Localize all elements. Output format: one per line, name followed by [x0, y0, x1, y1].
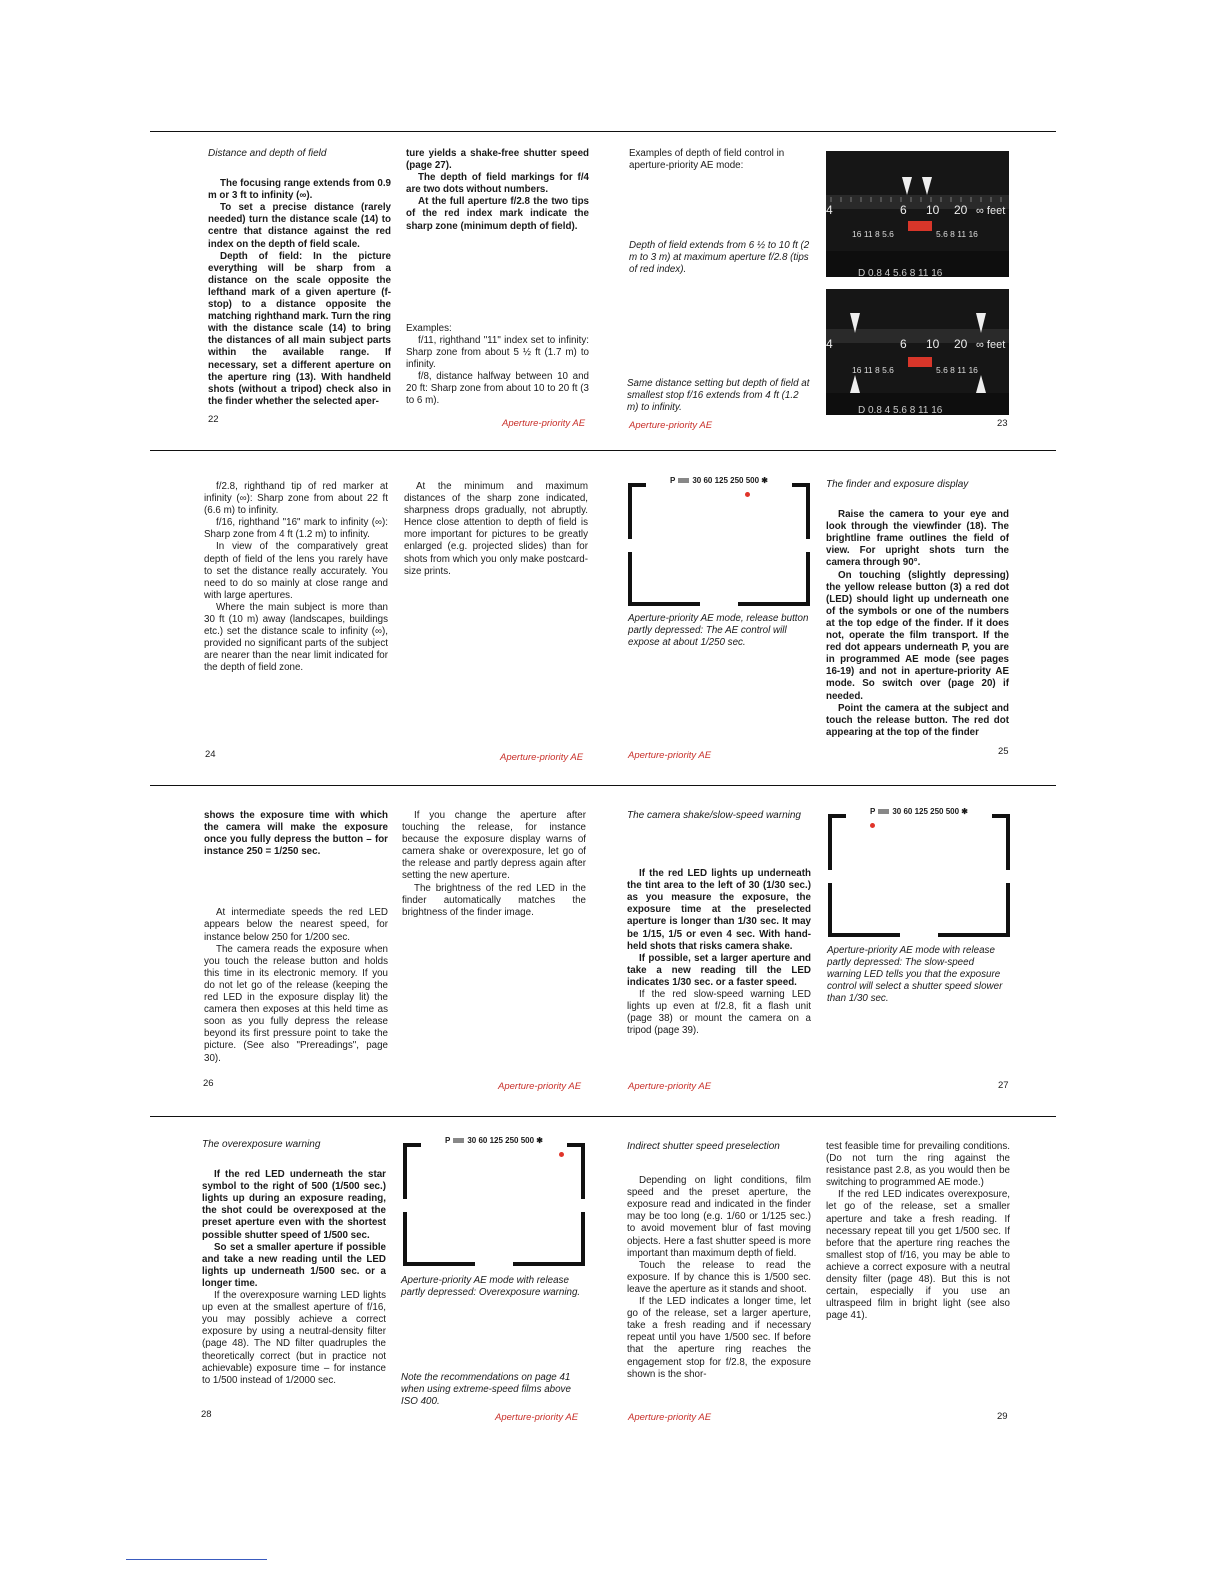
p26-para: At intermediate speeds the red LED appears below the nearest speed, for instance below 250 for 1/200 sec.: [204, 907, 388, 943]
lens-aperture-ring: D 0.8 4 5.6 8 11 16: [858, 405, 943, 415]
p22-para: The depth of field markings for f/4 are two dots without numbers.: [406, 172, 589, 196]
finder-p-symbol: P: [869, 807, 876, 816]
p26-para: If you change the aperture after touching the release, for instance because the exposure display warns of camera shake or overexposure, let go of the release and partly depress again after setting the new aperture.: [402, 810, 586, 882]
page-footer: Aperture-priority AE: [495, 1412, 579, 1423]
p22-example: f/8, distance halfway between 10 and 20 ft: Sharp zone from about 10 to 20 ft (3 to 6 m).: [406, 371, 589, 407]
p25-para: Point the camera at the subject and touch the release button. The red dot appearing at the top of the finder: [826, 702, 1009, 738]
led-indicator: [559, 1152, 564, 1157]
p25-para: On touching (slightly depressing) the yellow release button (3) a red dot (LED) should light up underneath one of the symbols or one of the numbers at the top edge of the finder. If it does not, operate the film transport. If the red dot appears underneath P, you are in programmed AE mode (see pages 16-19) and not in aperture-priority AE mode. So switch over (page 20) if needed.: [826, 569, 1009, 702]
p28-para: If the overexposure warning LED lights up even at the smallest aperture of f/16, you may possibly achieve a correct exposure by using a neutral-density filter (page 48). The ND filter quadruples the theoretically correct (but in practice not achievable) exposure time – for instance to 1/500 instead of 1/2000 sec.: [202, 1290, 386, 1386]
p27-heading: The camera shake/slow-speed warning: [627, 810, 801, 821]
lens-dof-right: 5.6 8 11 16: [936, 229, 978, 239]
page-number: 24: [205, 749, 216, 760]
star-icon: ✱: [961, 807, 968, 816]
page-number: 27: [998, 1080, 1009, 1091]
p25-heading: The finder and exposure display: [826, 479, 969, 490]
p23-intro: Examples of depth of field control in aperture-priority AE mode:: [629, 148, 785, 172]
star-icon: ✱: [536, 1136, 543, 1145]
p27-finder-caption: Aperture-priority AE mode with release partly depressed: The slow-speed warning LED tells you that the exposure control will select a shutter speed slower than 1/30 sec.: [827, 945, 1003, 1005]
p22-para: At the full aperture f/2.8 the two tips of the red index mark indicate the sharp zone (minimum depth of field).: [406, 196, 589, 232]
viewfinder-display-overexposure: [403, 1138, 585, 1266]
p26-para: shows the exposure time with which the camera will make the exposure once you fully depress the button – for instance 250 = 1/250 sec.: [204, 810, 388, 858]
star-icon: ✱: [761, 476, 768, 485]
p23-caption2: Same distance setting but depth of field at smallest stop f/16 extends from 4 ft (1.2 m) to infinity.: [627, 378, 810, 414]
p28-finder-caption: Aperture-priority AE mode with release partly depressed: Overexposure warning.: [401, 1275, 581, 1299]
lens-distances: ∞ feet: [976, 205, 1006, 217]
finder-scale: [628, 476, 810, 485]
p27-para: If the red slow-speed warning LED lights up even at f/2.8, fit a flash unit (page 38) or mount the camera on a tripod (page 39).: [627, 989, 811, 1037]
p22-col2: [406, 148, 589, 407]
p26-col2: [402, 810, 586, 919]
p24-col2: [404, 481, 588, 578]
p28-heading: The overexposure warning: [202, 1139, 321, 1150]
rule-spread4: [150, 1116, 1056, 1117]
lens-aperture-ring: D 0.8 4 5.6 8 11 16: [858, 268, 943, 277]
p22-example: f/11, righthand "11" index set to infinity: Sharp zone from about 5 ½ ft (1.7 m) to infinity.: [406, 334, 589, 370]
page-footer: Aperture-priority AE: [502, 418, 586, 429]
p29-para: Depending on light conditions, film speed and the preset aperture, the exposure read and indicated in the finder may be too long (e.g. 1/60 or 1/125 sec.) to avoid movement blur of fast moving objects. Here a fast shutter speed is more important than maximum depth of field.: [627, 1175, 811, 1259]
page-number: 28: [201, 1409, 212, 1420]
lens-distances: ∞ feet: [976, 339, 1006, 351]
led-indicator: [745, 492, 750, 497]
viewfinder-display-slow-speed: [828, 809, 1010, 937]
finder-tint-area: [878, 809, 889, 814]
p29-col1: [627, 1141, 811, 1381]
lens-distances: 4: [826, 337, 833, 351]
p26-para: The camera reads the exposure when you touch the release button and holds this time in its electronic memory. If you do not let go of the release (keeping the red LED in the exposure display lit) the camera then exposes at this held time as soon as you fully depress the release beyond its first pressure point to take the picture. (See also "Prereadings", page 30).: [204, 943, 388, 1064]
page-number: 29: [997, 1411, 1008, 1422]
viewfinder-display-1-250: [628, 478, 810, 606]
p27-para: If possible, set a larger aperture and take a new reading till the LED indicates 1/30 sec. or a faster speed.: [627, 952, 811, 988]
led-indicator: [870, 823, 875, 828]
p24-para: f/16, righthand "16" mark to infinity (∞): Sharp zone from 4 ft (1.2 m) to infinity.: [204, 517, 388, 541]
finder-p-symbol: P: [669, 476, 676, 485]
page-footer: Aperture-priority AE: [498, 1081, 582, 1092]
lens-distances: 20: [954, 203, 968, 217]
finder-tint-area: [678, 478, 689, 483]
p23-caption1: Depth of field extends from 6 ½ to 10 ft (2 m to 3 m) at maximum aperture f/2.8 (tips of red index).: [629, 240, 810, 276]
p28-para: If the red LED underneath the star symbol to the right of 500 (1/500 sec.) lights up during an exposure reading, the shot could be overexposed at the preset aperture even with the shortest possible shutter speed of 1/500 sec.: [202, 1169, 386, 1241]
lens-scale-photo-max-aperture: [826, 151, 1009, 277]
p29-col2: [826, 1141, 1010, 1322]
finder-speeds: 30 60 125 250 500: [892, 807, 960, 816]
p24-para: At the minimum and maximum distances of the sharp zone indicated, sharpness drops gradually, not abruptly. Hence close attention to depth of field is more important for pictures to be greatly enlarged (e.g. projected slides) than for shots from which you only make postcard-size prints.: [404, 481, 588, 577]
p29-para: test feasible time for prevailing conditions. (Do not turn the ring against the resistance past 2.8, as you would then be switching to programmed AE mode.): [826, 1141, 1010, 1189]
lens-dof-left: 16 11 8 5.6: [852, 365, 894, 375]
lens-distances: 20: [954, 337, 968, 351]
page-number: 22: [208, 414, 219, 425]
p22-examples-label: Examples:: [406, 322, 452, 334]
p22-para: The focusing range extends from 0.9 m or 3 ft to infinity (∞).: [208, 178, 391, 202]
p22-para: To set a precise distance (rarely needed) turn the distance scale (14) to centre that distance against the red index on the depth of field scale.: [208, 202, 391, 250]
lens-dof-right: 5.6 8 11 16: [936, 365, 978, 375]
p24-col1: [204, 481, 388, 675]
page-footer: Aperture-priority AE: [628, 1412, 712, 1423]
p27-para: If the red LED lights up underneath the tint area to the left of 30 (1/30 sec.) as you measure the exposure, the exposure time at the preselected aperture is longer than 1/30 sec. It may be 1/15, 1/5 or even 4 sec. With hand-held shots that risks camera shake.: [627, 868, 811, 952]
finder-scale: [403, 1136, 585, 1145]
p24-para: In view of the comparatively great depth of field of the lens you rarely have to set the distance really accurately. You need to do so mainly at close range and with large apertures.: [204, 541, 388, 601]
page-number: 23: [997, 418, 1008, 429]
lens-dof-left: 16 11 8 5.6: [852, 229, 894, 239]
lens-distances: 10: [926, 337, 940, 351]
p22-col1: [208, 148, 391, 408]
page-footer: Aperture-priority AE: [628, 750, 712, 761]
p28-para: So set a smaller aperture if possible and take a new reading until the LED lights up underneath 1/500 sec. or a longer time.: [202, 1241, 386, 1289]
p28-note: Note the recommendations on page 41 when using extreme-speed films above ISO 400.: [401, 1372, 571, 1408]
p29-para: If the LED indicates a longer time, let go of the release, set a larger aperture, take a fresh reading and if necessary repeat until you have 1/500 sec. If before that the aperture ring reaches the engagement stop for f/2.8, the exposure shown is the shor-: [627, 1296, 811, 1380]
page-footer: Aperture-priority AE: [628, 1081, 712, 1092]
finder-speeds: 30 60 125 250 500: [692, 476, 760, 485]
p24-para: f/2.8, righthand tip of red marker at infinity (∞): Sharp zone from about 22 ft (6.6 m) to infinity.: [204, 481, 388, 517]
lens-distances: 6: [900, 203, 907, 217]
p25-finder-caption: Aperture-priority AE mode, release button partly depressed: The AE control will expose at about 1/250 sec.: [628, 613, 809, 649]
page-number: 25: [998, 746, 1009, 757]
finder-speeds: 30 60 125 250 500: [467, 1136, 535, 1145]
p29-para: Touch the release to read the exposure. If by chance this is 1/500 sec. leave the aperture as it stands and shoot.: [627, 1259, 811, 1295]
p22-para: ture yields a shake-free shutter speed (page 27).: [406, 148, 589, 172]
rule-spread2: [150, 450, 1056, 451]
lens-distances: 10: [926, 203, 940, 217]
page-number: 26: [203, 1078, 214, 1089]
page-footer: Aperture-priority AE: [500, 752, 584, 763]
p22-heading: Distance and depth of field: [208, 148, 327, 159]
finder-p-symbol: P: [444, 1136, 451, 1145]
footnote-rule: [126, 1559, 267, 1560]
rule-spread3: [150, 785, 1056, 786]
p22-para: Depth of field: In the picture everything will be sharp from a distance on the scale opposite the lefthand mark of a given aperture (f-stop) to a distance opposite the matching righthand mark. Turn the ring with the distance scale (14) to bring the distances of all main subject parts within the available range. If necessary, set a different aperture on the aperture ring (13). With handheld shots (without a tripod) check also in the finder whether the selected aper-: [208, 250, 391, 407]
p25-col2: [826, 479, 1009, 739]
p25-para: Raise the camera to your eye and look through the viewfinder (18). The brightline frame outlines the field of view. For upright shots turn the camera through 90°.: [826, 509, 1009, 569]
p26-para: The brightness of the red LED in the finder automatically matches the brightness of the finder image.: [402, 882, 586, 918]
rule-top: [150, 131, 1056, 132]
finder-scale: [828, 807, 1010, 816]
p26-col1: [204, 810, 388, 1065]
lens-distances: 4: [826, 203, 833, 217]
lens-distances: 6: [900, 337, 907, 351]
p29-heading: Indirect shutter speed preselection: [627, 1141, 780, 1152]
finder-tint-area: [453, 1138, 464, 1143]
p29-para: If the red LED indicates overexposure, let go of the release, set a smaller aperture and take a fresh reading. If necessary repeat till you get 1/500 sec. If before that the aperture ring reaches the smallest stop of f/16, you may be able to achieve a correct exposure with a neutral density filter (page 48). But this is not certain, especially if you use an ultraspeed film in bright light (see also page 41).: [826, 1189, 1010, 1322]
page-footer: Aperture-priority AE: [629, 420, 713, 431]
p24-para: Where the main subject is more than 30 ft (10 m) away (landscapes, buildings etc.) set the distance scale to infinity (∞), provided no significant parts of the subject are nearer than the near limit indicated for the depth of field zone.: [204, 601, 388, 674]
p28-col1: [202, 1139, 386, 1387]
p27-col1: [627, 810, 811, 1037]
lens-scale-photo-min-aperture: [826, 289, 1009, 415]
